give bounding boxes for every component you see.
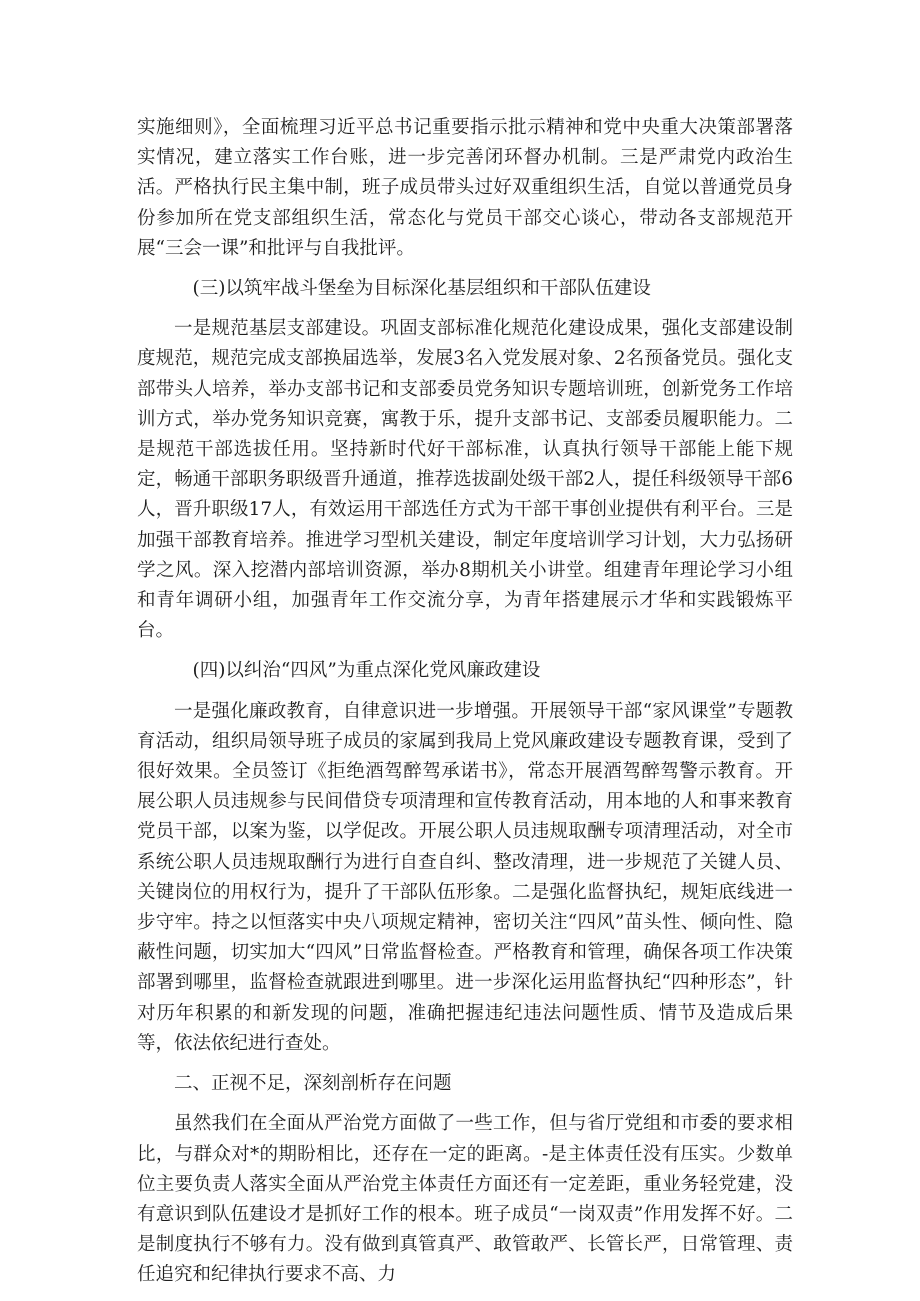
section-heading-3: (三)以筑牢战斗堡垒为目标深化基层组织和干部队伍建设 [192, 278, 651, 300]
paragraph-grassroots-organization: 一是规范基层支部建设。巩固支部标准化规范化建设成果，强化支部建设制度规范，规范完成支部换届选举，发展3名入党发展对象、2名预备党员。强化支部带头人培养，举办支部书记和支部委员党务知识专题培训班，创新党务工作培训方式，举办党务知识竞赛，寓教于乐，提升支部书记、支部委员履职能力。二是规范干部选拔任用。坚持新时代好干部标准，认真执行领导干部能上能下规定，畅通干部职务职级晋升通道，推荐选拔副处级干部2人，提任科级领导干部6人，晋升职级17人，有效运用干部选任方式为干部干事创业提供有利平台。三是加强干部教育培养。推进学习型机关建设，制定年度培训学习计划，大力弘扬研学之风。深入挖潜内部培训资源，举办8期机关小讲堂。组建青年理论学习小组和青年调研小组，加强青年工作交流分享，为青年搭建展示才华和实践锻炼平台。 [137, 318, 793, 642]
paragraph-integrity-building: 一是强化廉政教育，自律意识进一步增强。开展领导干部“家风课堂”专题教育活动，组织局领导班子成员的家属到我局上党风廉政建设专题教育课，受到了很好效果。全员签订《拒绝酒驾醉驾承诺书》，常态开展酒驾醉驾警示教育。开展公职人员违规参与民间借贷专项清理和宣传教育活动，用本地的人和事来教育党员干部，以案为鉴，以学促改。开展公职人员违规取酬专项清理活动，对全市系统公职人员违规取酬行为进行自查自纠、整改清理，进一步规范了关键人员、关键岗位的用权行为，提升了干部队伍形象。二是强化监督执纪，规矩底线进一步守牢。持之以恒落实中央八项规定精神，密切关注“四风”苗头性、倾向性、隐蔽性问题，切实加大“四风”日常监督检查。严格教育和管理，确保各项工作决策部署到哪里，监督检查就跟进到哪里。进一步深化运用监督执纪“四种形态”，针对历年积累的和新发现的问题，准确把握违纪违法问题性质、情节及造成后果等，依法依纪进行查处。 [137, 700, 793, 1054]
paragraph-problems: 虽然我们在全面从严治党方面做了一些工作，但与省厅党组和市委的要求相比，与群众对*的期盼相比，还存在一定的距离。-是主体责任没有压实。少数单位主要负责人落实全面从严治党主体责任方面还有一定差距，重业务轻党建，没有意识到队伍建设才是抓好工作的根本。班子成员“一岗双责”作用发挥不好。二是制度执行不够有力。没有做到真管真严、敢管敢严、长管长严，日常管理、责任追究和纪律执行要求不高、力 [137, 1113, 793, 1286]
section-heading-4: (四)以纠治“四风”为重点深化党风廉政建设 [192, 660, 541, 682]
document-body [137, 113, 793, 1291]
chapter-heading-2: 二、正视不足，深刻剖析存在问题 [174, 1073, 452, 1095]
paragraph-continuation: 实施细则》，全面梳理习近平总书记重要指示批示精神和党中央重大决策部署落实情况，建立落实工作台账，进一步完善闭环督办机制。三是严肃党内政治生活。严格执行民主集中制，班子成员带头过好双重组织生活，自觉以普通党员身份参加所在党支部组织生活，常态化与党员干部交心谈心，带动各支部规范开展“三会一课”和批评与自我批评。 [137, 117, 793, 259]
